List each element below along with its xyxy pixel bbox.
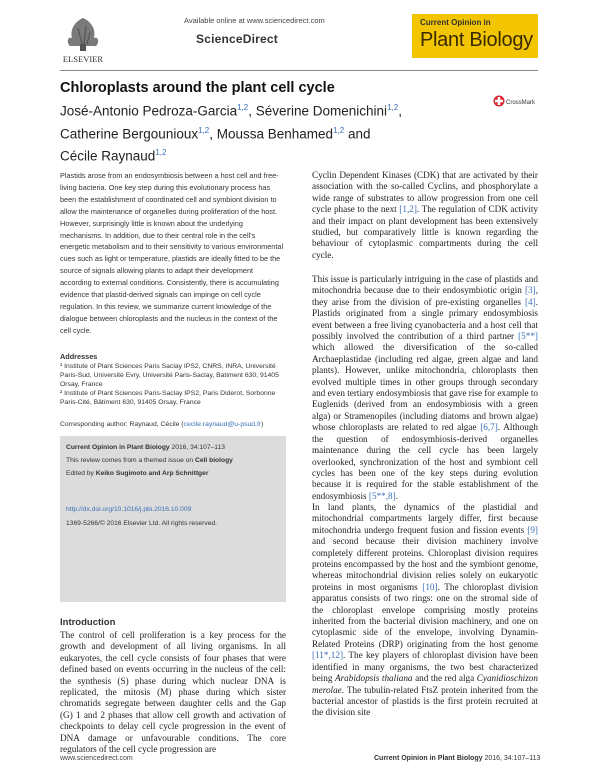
edited-prefix: Edited by bbox=[66, 470, 96, 477]
text-run: . Plastids originated from a single primary endosymbiosis event between a free living cyanobacteria and a host cell that possibly involved the contribution of a third partner bbox=[312, 296, 538, 342]
text-run: , they arise from the division of pre-existing organelles bbox=[312, 285, 538, 307]
text-run: and second because their division machinery involve completely different proteins. Chloroplast division requires proteins encompassed by the host and the symbiont genome, whereas mitochondrial division relies solely on eukaryotic proteins in most organisms bbox=[312, 536, 538, 592]
article-title: Chloroplasts around the plant cell cycle bbox=[60, 80, 335, 96]
editors-line bbox=[66, 470, 208, 477]
affiliation-marker[interactable]: 1,2 bbox=[237, 103, 249, 112]
address-1: ¹ Institute of Plant Sciences Paris Saclay IPS2, CNRS, INRA, Université Paris-Sud, Université Evry, Université Paris-Saclay, Batiment 630, 91405 Orsay, France bbox=[60, 363, 279, 389]
separator: , bbox=[209, 126, 217, 141]
separator: and bbox=[344, 126, 371, 141]
elsevier-logo bbox=[60, 14, 106, 64]
author-name[interactable]: José-Antonio Pedroza-Garcia bbox=[60, 103, 238, 119]
citation-link[interactable]: [6,7] bbox=[480, 422, 498, 433]
author-name[interactable]: Catherine Bergounioux bbox=[60, 126, 199, 141]
publisher-name: ELSEVIER bbox=[62, 54, 104, 64]
theme-name[interactable]: Cell biology bbox=[194, 457, 233, 464]
text-run: . The key players of chloroplast division have been identified in many organisms, the two best characterized being bbox=[312, 650, 538, 684]
body-paragraph-1 bbox=[312, 170, 538, 261]
corresponding-label: Corresponding author: Raynaud, Cécile ( bbox=[60, 421, 184, 428]
editor-names[interactable]: Keiko Sugimoto and Arp Schnittger bbox=[95, 470, 209, 477]
footer-journal bbox=[374, 755, 540, 762]
themed-issue-line bbox=[66, 457, 233, 464]
journal-banner-line2: Plant Biology bbox=[420, 29, 533, 51]
author-name[interactable]: Moussa Benhamed bbox=[216, 126, 334, 141]
citation-volume: 2016, 34:107–113 bbox=[169, 444, 225, 451]
author-list bbox=[60, 98, 460, 166]
email-link[interactable]: cecile.raynaud@u-psud.fr bbox=[183, 421, 262, 428]
author-name[interactable]: Séverine Domenichini bbox=[255, 103, 388, 119]
text-run: Cyclin Dependent Kinases (CDK) that are activated by their association with the so-called Cyclins, and phosphorylate a wide range of substrates to allow progression from one cell cycle phase to the next bbox=[312, 170, 538, 215]
citation-link[interactable]: [10] bbox=[422, 581, 438, 592]
article-info-box bbox=[60, 436, 286, 602]
separator: , bbox=[248, 103, 256, 119]
affiliation-marker[interactable]: 1,2 bbox=[387, 103, 399, 112]
text-run: In land plants, the dynamics of the plastidial and mitochondrial compartments largely differ, first because mitochondria undergo frequent fusion and fission events bbox=[312, 502, 538, 535]
crossmark-badge[interactable] bbox=[493, 94, 539, 108]
doi-link[interactable]: http://dx.doi.org/10.1016/j.pbi.2016.10.009 bbox=[66, 506, 192, 513]
introduction-heading: Introduction bbox=[60, 617, 116, 628]
header-divider bbox=[60, 70, 538, 71]
theme-prefix: This review comes from a themed issue on bbox=[66, 457, 195, 464]
text-run: which allowed the diversification of the so-called Archaeplastidae (including red algae, green algae and land plants). However, unlike mitochondria, chloroplasts then evolved multiple times in other groups through secondary and even tertiary endosymbiosis that gave rise for example to Euglenids (derived from an endosymbiosis with a green alga) or Stramenopiles (including diatoms and brown algae) whose chloroplasts are related to red algae bbox=[312, 342, 538, 433]
corresponding-close: ) bbox=[261, 421, 264, 428]
addresses-heading: Addresses bbox=[60, 352, 98, 361]
affiliation-marker[interactable]: 1,2 bbox=[333, 125, 345, 135]
footer-pages: 2016, 34:107–113 bbox=[482, 755, 541, 762]
separator: , bbox=[398, 103, 402, 119]
text-run: and the red alga bbox=[412, 673, 477, 684]
crossmark-label: CrossMark bbox=[506, 100, 536, 106]
text-run: This issue is particularly intriguing in the case of plastids and mitochondria because due to their endosymbiotic origin bbox=[312, 274, 538, 296]
sciencedirect-brand[interactable]: ScienceDirect bbox=[196, 32, 278, 46]
address-2: ² Institute of Plant Sciences Paris-Saclay IPS2, Paris Diderot, Sorbonne Paris-Cité, Bâtiment 630, 91405 Orsay, France bbox=[60, 390, 276, 407]
text-run: . The regulation of CDK activity and their impact on plant development has been extensively studied, but comparatively little is known regarding the behaviour of cytoplasmic compartments during the cell cycle. bbox=[312, 204, 538, 260]
citation-link[interactable]: [1,2] bbox=[399, 204, 417, 215]
body-paragraph-2 bbox=[312, 274, 538, 502]
copyright-line: 1369-5266/© 2016 Elsevier Ltd. All rights reserved. bbox=[66, 520, 218, 527]
corresponding-author bbox=[60, 420, 286, 429]
citation-link[interactable]: [11*,12] bbox=[312, 650, 344, 661]
citation-link[interactable]: [3] bbox=[524, 285, 536, 296]
species-name: Cyanidioschizon merolae bbox=[312, 673, 538, 695]
citation-link[interactable]: [4] bbox=[524, 296, 536, 307]
text-run: . The chloroplast division apparatus consists of two rings: one on the stromal side of the chloroplast envelope comprising mostly proteins inherited from the bacterial division machinery, and one on cytoplasmic side of the envelope, involving Dynamin-Related Proteins (DRP) originating from the host genome bbox=[312, 581, 538, 649]
footer-journal-name: Current Opinion in Plant Biology bbox=[374, 755, 483, 762]
journal-banner-line1: Current Opinion in bbox=[420, 18, 491, 27]
citation-link[interactable]: [9] bbox=[527, 524, 538, 535]
citation-link[interactable]: [5**] bbox=[518, 331, 538, 342]
citation-line bbox=[66, 444, 225, 451]
journal-banner bbox=[412, 14, 538, 58]
body-paragraph-3 bbox=[312, 502, 538, 719]
text-run: . The tubulin-related FtsZ protein inherited from the bacterial ancestor of plastids is the first protein recruited at the division site bbox=[312, 684, 538, 718]
author-name[interactable]: Cécile Raynaud bbox=[60, 148, 156, 164]
affiliation-marker[interactable]: 1,2 bbox=[155, 148, 167, 157]
text-run: . Although the question of endosymbiosis-derived organelles maintenance during the cell cycle has been largely overlooked, synchronization of the host and symbiont cell cycles has been one of the key steps during evolution because it is required for the stable establishment of the endosymbiosis bbox=[312, 422, 539, 501]
citation-journal: Current Opinion in Plant Biology bbox=[66, 444, 170, 451]
text-run: . bbox=[395, 490, 399, 501]
species-name: Arabidopsis thaliana bbox=[334, 673, 413, 684]
citation-link[interactable]: [5**,8] bbox=[368, 490, 396, 501]
introduction-paragraph: The control of cell proliferation is a key process for the growth and development of all living organisms. In all eukaryotes, the cell cycle consists of four phases that were defined based on events occurring in the nucleus of the cell: the synthesis (S) phase during which nuclear DNA is replicated, the mitosis (M) phase during which sister chromatids segregate between daughter cells and the Gap (G) 1 and 2 phases that allow cell growth and activation of checkpoints to delay cell cycle progression in the event of DNA damage or unfavourable conditions. The core regulators of the cell cycle progression are bbox=[60, 630, 286, 755]
affiliation-marker[interactable]: 1,2 bbox=[198, 125, 210, 135]
footer-site-link[interactable]: www.sciencedirect.com bbox=[60, 755, 133, 762]
abstract: Plastids arose from an endosymbiosis between a host cell and free-living bacteria. One key step during this evolutionary process has been the establishment of coordinated cell and symbiont division to allow the maintenance of organelles during proliferation of the host. However, surprisingly little is known about the underlying mechanisms. In addition, due to their central role in the cell's energetic metabolism and to their sensitivity to various environmental cues such as light or temperature, plastids are ideally fitted to be the source of signals allowing plants to adapt their development according to external conditions. Consistently, there is accumulating evidence that plastid-derived signals can impinge on cell cycle regulation. In this review, we summarize current knowledge of the dialogue between chloroplasts and the nucleus in the context of the cell cycle. bbox=[60, 171, 284, 335]
available-online-text: Available online at www.sciencedirect.com bbox=[184, 16, 325, 25]
